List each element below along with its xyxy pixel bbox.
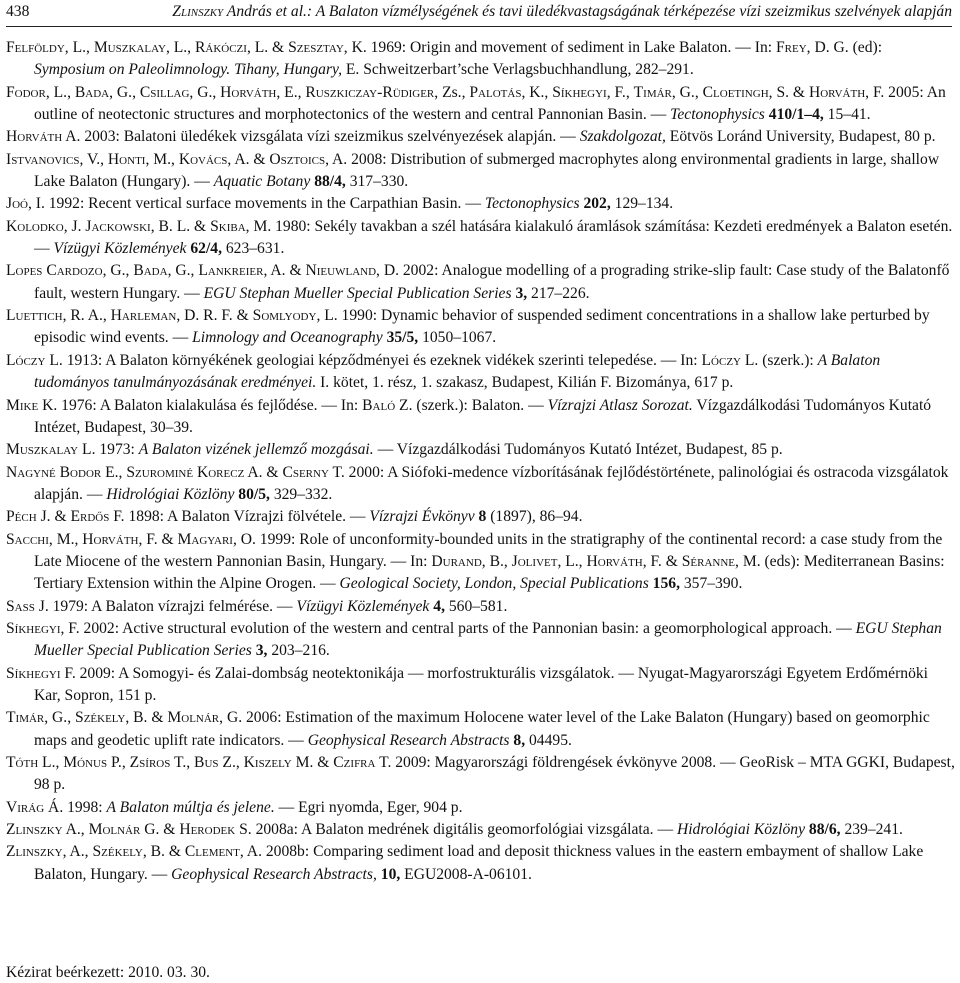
reference-text-run: Limnology and Oceanography [192,329,383,347]
reference-text-run: Síkhegyi [6,619,61,637]
reference-text-run: Cserny [282,463,329,481]
reference-text-run: K. 1976: A Balaton kialakulása és fejlődése. — In: [38,396,363,414]
page-number: 438 [6,3,30,20]
reference-text-run: , L. & [246,39,289,56]
reference-text-run: Ruszkiczay-Rüdiger [305,83,435,101]
reference-text-run: , F. 2002: Active structural evolution of the western and central parts of the Pannonian basin: a geomorphological approach. — [60,619,856,637]
reference-entry [6,37,956,82]
reference-text-run: Durand [431,552,482,570]
reference-text-run: 203–216. [267,642,330,660]
reference-text-run: , M., [145,150,179,168]
reference-text-run: Zlinszky [6,843,63,861]
reference-entry [6,596,956,618]
reference-text-run: Rákóczi [194,39,247,56]
reference-text-run: 239–241. [840,821,903,839]
reference-text-run: Csillag [139,83,190,101]
reference-text-run: Horváth [82,530,139,548]
reference-text-run: Magyari [177,530,233,548]
reference-text-run: , G., [189,83,221,101]
reference-text-run: Muszkalay [6,441,79,459]
reference-text-run: 357–390. [679,575,743,593]
reference-text-run: , F. & [138,530,178,548]
reference-entry [6,462,956,507]
reference-text-run: 80/5, [238,485,270,503]
reference-text-run: Virág [6,798,45,816]
reference-text-run: Lóczy [6,351,46,369]
reference-text-run: J. & [36,508,71,526]
reference-text-run: Mike [6,396,39,414]
reference-text-run: Szurominé Korecz [126,463,245,481]
reference-entry [6,819,956,841]
reference-text-run: , A. 2008: Distribution of submerged macrophytes along environmental gradients in large, shallow Lake Balaton (Hungary). — [34,150,940,191]
received-date-note: Kézirat beérkezett: 2010. 03. 30. [6,964,210,981]
reference-text-run: Lóczy [701,351,741,369]
reference-text-run: , E., [276,83,306,101]
reference-text-run: , L., [64,39,94,56]
reference-text-run: A Balaton vizének jellemző mozgásai. [138,441,374,459]
reference-text-run: Szakdolgozat, [579,128,666,146]
reference-text-run: , S. & [768,83,809,101]
reference-text-run: Síkhegyi [6,664,61,682]
reference-entry [6,260,956,305]
reference-text-run: I. kötet, 1. rész, 1. szakasz, Budapest, Kilián F. Bizománya, 617 p. [316,374,734,392]
reference-text-run: M. & [291,754,334,771]
reference-text-run: Horváth [220,83,277,101]
reference-text-run: Skiba [210,217,246,235]
reference-text-run: Vízrajzi Évkönyv [369,508,475,526]
reference-text-run: Geophysical Research Abstracts [307,731,510,749]
reference-entry [6,752,956,797]
reference-text-run: Geological Society, London, Special Publications [339,575,649,593]
reference-text-run: Hidrológiai Közlöny [106,485,235,503]
reference-entry [6,618,956,663]
reference-text-run: , O. 1999: Role of unconformity-bounded units in the stratigraphy of the continental record: a case study from the Late Miocene of the western Pannonian Basin, Hungary. — In: [34,530,943,570]
reference-text-run: EGU Stephan Mueller Special Publication Series [203,284,512,302]
reference-text-run: , G., [102,262,134,280]
reference-text-run: , G., [109,83,140,101]
reference-text-run: Molnár [88,821,141,839]
reference-entry [6,216,956,261]
reference-text-run: — Egri nyomda, Eger, 904 p. [274,798,463,816]
reference-text-run: Székely [92,843,143,861]
reference-text-run: Luettich [6,307,63,325]
reference-text-run: 129–134. [610,195,674,213]
reference-text-run: Bada [133,262,168,280]
reference-text-run: Muszkalay [93,39,166,56]
reference-text-run: E., [101,463,127,481]
reference-text-run: Palotás [469,83,522,101]
reference-text-run: Kolodko [6,217,64,235]
reference-text-run: Z. (szerk.): Balaton. — [395,396,548,414]
reference-text-run: Eötvös Loránd University, Budapest, 80 p. [665,128,936,146]
reference-text-run: Cloetingh [702,83,769,101]
reference-text-run: L. 1913: A Balaton környékének geologiai képződményei és ezeknek vidékek szerinti telepedése. — In: [45,351,702,369]
reference-text-run: , B. & [125,709,168,727]
reference-text-run: Vízgazdálkodási Tudományos Kutató Intézet, Budapest, 30–39. [34,396,932,436]
reference-entry [6,797,956,819]
reference-text-run: 329–332. [269,485,333,503]
reference-text-run: F. 1898: A Balaton Vízrajzi fölvétele. — [109,508,370,526]
reference-text-run: , M. 1980: Sekély tavakban a szél hatására kialakuló áramlások számítása: Kezdeti eredmények a Balaton esetén. — [34,217,953,258]
reference-text-run: 88/6, [808,821,841,839]
reference-text-run: Vízügyi Közlemények [53,240,187,258]
reference-text-run: EGU Stephan Mueller Special Publication Series [34,619,942,660]
reference-text-run: , A. & [227,150,270,168]
reference-text-run: 10, [380,865,401,883]
reference-text-run: Z., [218,754,244,771]
reference-text-run: , V., [79,150,108,168]
reference-text-run: , D. 2002: Analogue modelling of a prograding strike-slip fault: Case study of the Balatonfő fault, western Hungary. — [34,262,950,302]
reference-text-run: , L. 1990: Dynamic behavior of suspended sediment concentrations in a shallow lake perturbed by episodic wind events. — [34,307,930,347]
reference-text-run: Horváth [6,128,63,146]
reference-text-run: , M., [48,530,83,548]
reference-text-run: A., [62,821,89,839]
reference-text-run: Zsíros [129,754,171,771]
reference-text-run: , F. & [642,552,682,570]
reference-text-run: Sass [6,597,35,615]
reference-text-run: Symposium on Paleolimnology. Tihany, Hungary, [34,61,342,79]
reference-text-run: Horváth [586,552,643,570]
reference-text-run: , I. 1992: Recent vertical surface movements in the Carpathian Basin. — [27,195,485,213]
reference-text-run: 35/5, [386,329,419,347]
reference-text-run: , D. R. F. & [176,307,253,325]
reference-text-run: Frey [775,39,807,56]
reference-text-run: , Zs., [434,83,470,101]
reference-text-run: 8, [513,731,526,749]
reference-text-run: , R. A., [62,307,111,325]
reference-text-run: Tectonophysics [670,106,765,124]
reference-text-run: 15–41. [823,106,871,124]
reference-text-run: Séranne [681,552,736,570]
reference-text-run: Molnár [167,709,220,727]
running-head-title [172,0,952,24]
reference-text-run: 623–631. [221,240,285,258]
reference-entry [6,439,956,461]
reference-text-run: Nagyné Bodor [6,463,102,481]
reference-text-run: 217–226. [527,284,590,302]
reference-text-run: Lankreier [198,262,264,280]
reference-text-run: , G. 2006: Estimation of the maximum Holocene water level of the Lake Balaton (Hungary) based on geomorphic maps and geodetic uplift rate indicators. — [34,709,930,749]
reference-text-run: 3, [515,284,528,302]
reference-text-run: S. 2008a: A Balaton medrének digitális geomorfológiai vizsgálata. — [235,821,677,839]
reference-text-run: Zlinszky [6,821,63,839]
reference-list [6,37,956,886]
reference-text-run: , G., [671,83,703,101]
reference-text-run: 4, [433,597,445,615]
reference-text-run: , F. 2005: An outline of neotectonic structures and morphotectonics of the western and central Pannonian Basin. — [34,83,946,124]
reference-text-run: 62/4, [190,240,222,258]
reference-text-run: T. 2000: A Siófoki-medence vízborításának fejlődéstörténete, palinológiai és ostracoda vizsgálatok alapján. — [34,463,949,503]
reference-text-run: Timár [6,709,45,727]
reference-text-run: A Balaton tudományos tanulmányozásának eredményei. [34,351,881,392]
reference-text-run: 04495. [525,731,572,749]
reference-entry [6,506,956,528]
reference-text-run: Somlyody [252,307,317,325]
reference-text-run: F. 2009: A Somogyi- és Zalai-dombság neotektonikája — morfostrukturális vizsgálatok. — Nyugat-Magyarországi Egyetem Erdőmérnöki Kar, Sopron, 151 p. [34,664,928,704]
running-head-author: Zlinszky [172,3,224,20]
reference-text-run: Joó [6,195,28,213]
reference-text-run: , B. L. & [150,217,211,235]
reference-text-run: Lopes Cardozo [6,262,103,280]
reference-text-run: , J. [63,217,86,235]
reference-text-run: 410/1–4, [768,106,824,124]
reference-text-run: Baló [362,396,396,414]
reference-text-run: Mónus [63,754,108,771]
reference-text-run: Geophysical Research Abstracts, [171,865,377,883]
reference-text-run: , K. 1969: Origin and movement of sediment in Lake Balaton. — In: [343,39,776,56]
reference-text-run: T. 2009: Magyarországi földrengések évkönyve 2008. — GeoRisk – MTA GGKI, Budapest, 98 p. [34,754,955,794]
reference-text-run: Tóth [6,754,39,771]
reference-entry [6,305,956,350]
running-header [6,0,952,27]
reference-text-run: Horváth [808,83,866,101]
reference-text-run: , B., [481,552,512,570]
reference-text-run: Bus [194,754,219,771]
reference-text-run: , A. 2008b: Comparing sediment load and deposit thickness values in the eastern embayment of shallow Lake Balaton, Hungary. — [34,843,924,883]
reference-text-run: 317–330. [345,173,409,191]
reference-text-run: — Vízgazdálkodási Tudományos Kutató Intézet, Budapest, 85 p. [373,441,783,459]
reference-entry [6,529,956,596]
reference-text-run: Péch [6,508,37,526]
reference-text-run: , D. G. (ed): [806,39,883,56]
reference-text-run: Székely [75,709,126,727]
reference-text-run: Síkhegyi [552,83,607,101]
reference-text-run: E. Schweitzerbart’sche Verlagsbuchhandlung, 282–291. [341,61,694,79]
reference-text-run: , K., [521,83,553,101]
reference-text-run: , G., [167,262,199,280]
reference-text-run: Czifra [333,754,376,771]
reference-entry [6,395,956,440]
reference-entry [6,149,956,194]
reference-text-run: Vízrajzi Atlasz Sorozat. [547,396,693,414]
reference-text-run: Istvanovics [6,150,80,168]
reference-text-run: Szesztay [288,39,344,56]
reference-text-run: Harleman [110,307,177,325]
reference-text-run: (1897), 86–94. [486,508,583,526]
reference-text-run: J. 1979: A Balaton vízrajzi felmérése. — [34,597,297,615]
reference-text-run: Á. 1998: [44,798,107,816]
reference-text-run: 88/4, [314,173,346,191]
reference-text-run: Sacchi [6,530,49,548]
reference-text-run: T., [170,754,195,771]
reference-entry [6,707,956,752]
reference-text-run: Kiszely [243,754,292,771]
reference-text-run: Timár [633,83,672,101]
reference-text-run: , L., [165,39,195,56]
reference-text-run: A. & [244,463,283,481]
reference-text-run: 202, [583,195,611,213]
reference-text-run: Honti [107,150,146,168]
reference-text-run: , L., [557,552,587,570]
reference-text-run: , A. & [263,262,306,280]
reference-text-run: G. & [140,821,180,839]
reference-text-run: Tectonophysics [484,195,580,213]
reference-text-run: Kovács [178,150,228,168]
running-head-rest: András et al.: A Balaton vízmélységének és tavi üledékvastagságának térképezése vízi szeizmikus szelvények alapján [223,3,952,20]
reference-entry [6,350,956,395]
reference-text-run: L. (szerk.): [741,351,818,369]
reference-text-run: 560–581. [444,597,508,615]
reference-text-run: L., [38,754,64,771]
reference-text-run: Aquatic Botany [213,173,311,191]
reference-text-run: P., [107,754,130,771]
reference-text-run: Vízügyi Közlemények [296,597,430,615]
reference-text-run: 3, [255,642,268,660]
reference-text-run: EGU2008-A-06101. [400,865,532,883]
reference-text-run: Herodek [179,821,236,839]
reference-text-run: , F., [606,83,634,101]
reference-text-run: Jolivet [511,552,558,570]
reference-text-run: A. 2003: Balatoni üledékek vizsgálata vízi szeizmikus szelvényezések alapján. — [62,128,580,146]
reference-text-run: Fodor [6,83,46,101]
reference-text-run: Clement [184,843,240,861]
reference-entry [6,663,956,708]
reference-text-run: , G., [44,709,76,727]
reference-text-run: Osztoics [269,150,326,168]
reference-entry [6,82,956,127]
reference-entry [6,841,956,886]
reference-text-run: Jackowski [85,217,151,235]
reference-text-run: L. 1973: [78,441,139,459]
reference-text-run: 156, [652,575,680,593]
reference-text-run: 8 [478,508,487,526]
reference-entry [6,193,956,215]
reference-text-run: , L., [45,83,75,101]
reference-text-run: , B. & [142,843,185,861]
reference-entry [6,126,956,148]
reference-text-run: Hidrológiai Közlöny [676,821,806,839]
reference-text-run: 1050–1067. [418,329,497,347]
reference-text-run: A Balaton múltja és jelene. [106,798,275,816]
reference-text-run: , M. (eds): Mediterranean Basins: Tertiary Extension within the Alpine Orogen. — [34,552,945,593]
reference-text-run: Bada [74,83,110,101]
reference-text-run: , A., [62,843,93,861]
reference-text-run: Erdős [70,508,110,526]
reference-text-run: Felföldy [6,39,65,56]
reference-text-run: Nieuwland [305,262,377,280]
